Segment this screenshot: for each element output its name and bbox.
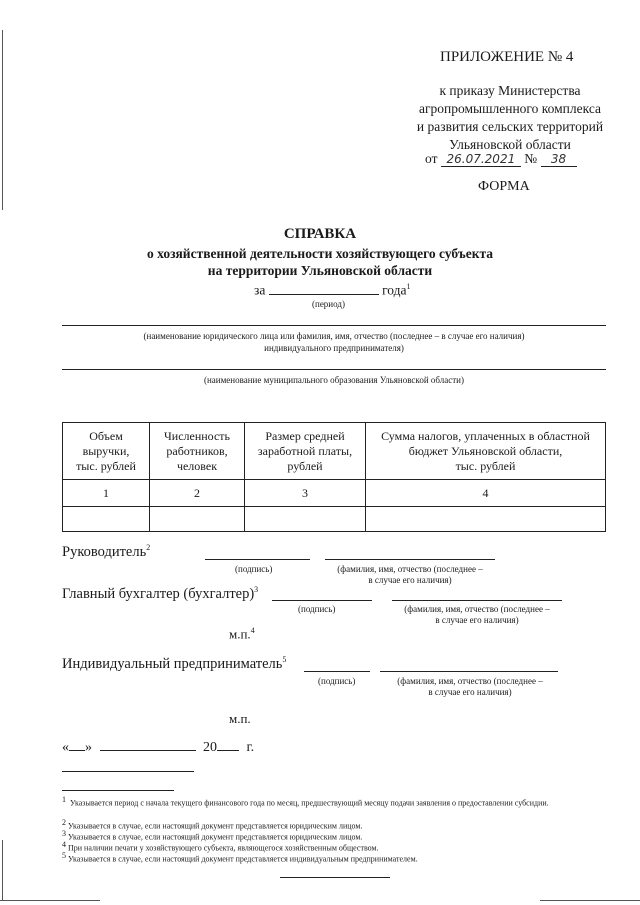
date-row: [62, 740, 254, 756]
scan-bottom-line: [0, 900, 100, 901]
table-header-employees: Численность работников, человек: [150, 423, 245, 480]
appendix-label: ПРИЛОЖЕНИЕ № 4: [440, 49, 574, 65]
table-header-taxes: Сумма налогов, уплаченных в областной бюджет Ульяновской области, тыс. рублей: [366, 423, 606, 480]
stamp-placeholder: м.п.$^4$: [229, 626, 255, 642]
footnote-ref: 4: [250, 626, 255, 635]
table-header-salary: Размер средней заработной платы, рублей: [245, 423, 366, 480]
end-line: [280, 877, 390, 878]
name-caption: (фамилия, имя, отчество (последнее – в случае его наличия): [337, 564, 483, 585]
scan-bottom-line: [540, 900, 640, 901]
entity-name-line[interactable]: [62, 325, 606, 326]
footnote-ref: 1: [406, 282, 411, 291]
footnote: 3 Указывается в случае, если настоящий документ представляется юридическим лицом.: [62, 829, 363, 842]
name-caption: (фамилия, имя, отчество (последнее – в случае его наличия): [404, 604, 550, 625]
month-blank[interactable]: [100, 750, 196, 751]
order-line: и развития сельских территорий: [416, 119, 604, 134]
period-suffix: года: [382, 282, 407, 298]
order-line: агропромышленного комплекса: [419, 101, 601, 116]
from-label: от: [425, 151, 438, 166]
signature-caption: (подпись): [298, 604, 336, 614]
period-caption: (период): [312, 299, 345, 309]
year-blank[interactable]: [217, 750, 239, 751]
scan-margin-line: [2, 840, 3, 900]
name-caption: (фамилия, имя, отчество (последнее – в случае его наличия): [397, 676, 543, 697]
document-subtitle: на территории Ульяновской области: [207, 263, 433, 278]
footnote: 4 При наличии печати у хозяйствующего субъекта, являющегося хозяйственным обществом.: [62, 840, 379, 853]
date-extra-line: [62, 771, 194, 772]
date-quote-open: «: [62, 740, 69, 755]
number-label: №: [524, 151, 538, 166]
table-cell-empty[interactable]: [150, 507, 245, 532]
activity-table: [62, 422, 606, 532]
order-date-row: [425, 151, 577, 167]
order-line: к приказу Министерства: [439, 83, 581, 98]
footnote-ref: 3: [254, 585, 259, 594]
period-row: [254, 282, 411, 299]
year-prefix: 20: [203, 740, 217, 755]
entrepreneur-name-line[interactable]: [380, 671, 558, 672]
year-suffix: г.: [246, 740, 255, 755]
document-subtitle: о хозяйственной деятельности хозяйствующего субъекта: [146, 246, 494, 261]
table-column-number: 2: [150, 480, 245, 507]
table-header-revenue: Объем выручки, тыс. рублей: [63, 423, 150, 480]
table-cell-empty[interactable]: [366, 507, 606, 532]
accountant-name-line[interactable]: [392, 600, 562, 601]
footnote-ref: 5: [282, 655, 287, 664]
order-line: Ульяновской области: [449, 137, 571, 152]
signature-caption: (подпись): [235, 564, 273, 574]
footnote: 5 Указывается в случае, если настоящий документ представляется индивидуальным предпринимателем.: [62, 851, 418, 864]
date-quote-close: »: [85, 740, 92, 755]
entity-caption: индивидуального предпринимателя): [264, 343, 404, 353]
footnote: 2 Указывается в случае, если настоящий документ представляется юридическим лицом.: [62, 818, 363, 831]
scan-margin-line: [2, 30, 3, 210]
period-blank[interactable]: [269, 294, 379, 295]
head-name-line[interactable]: [325, 559, 495, 560]
day-blank[interactable]: [69, 750, 85, 751]
municipality-caption: (наименование муниципального образования Ульяновской области): [203, 375, 464, 385]
table-column-number: 4: [366, 480, 606, 507]
table-cell-empty[interactable]: [63, 507, 150, 532]
footnote-separator: [62, 790, 174, 791]
table-column-number: 3: [245, 480, 366, 507]
head-signature-line[interactable]: [205, 559, 310, 560]
order-reference: [395, 82, 625, 154]
footnote: 1 Указывается период с начала текущего финансового года по месяц, предшествующий месяцу подачи заявления о предоставлении субсидии.: [62, 795, 549, 808]
entrepreneur-label: Индивидуальный предприниматель$^5$: [62, 655, 287, 672]
period-prefix: за: [254, 282, 266, 298]
table-cell-empty[interactable]: [245, 507, 366, 532]
document-title: СПРАВКА: [283, 226, 357, 242]
order-number: 38: [541, 152, 577, 167]
form-label: ФОРМА: [478, 179, 530, 194]
head-label: Руководитель$^2$: [62, 543, 151, 560]
entity-caption: (наименование юридического лица или фамилия, имя, отчество (последнее – в случае его наличия): [143, 331, 525, 341]
stamp-placeholder: м.п.: [229, 711, 251, 726]
signature-caption: (подпись): [318, 676, 356, 686]
table-column-number: 1: [63, 480, 150, 507]
municipality-line[interactable]: [62, 369, 606, 370]
footnote-ref: 2: [146, 543, 151, 552]
accountant-label: Главный бухгалтер (бухгалтер)$^3$: [62, 585, 259, 602]
accountant-signature-line[interactable]: [272, 600, 372, 601]
entrepreneur-signature-line[interactable]: [304, 671, 370, 672]
order-date: 26.07.2021: [441, 152, 521, 167]
